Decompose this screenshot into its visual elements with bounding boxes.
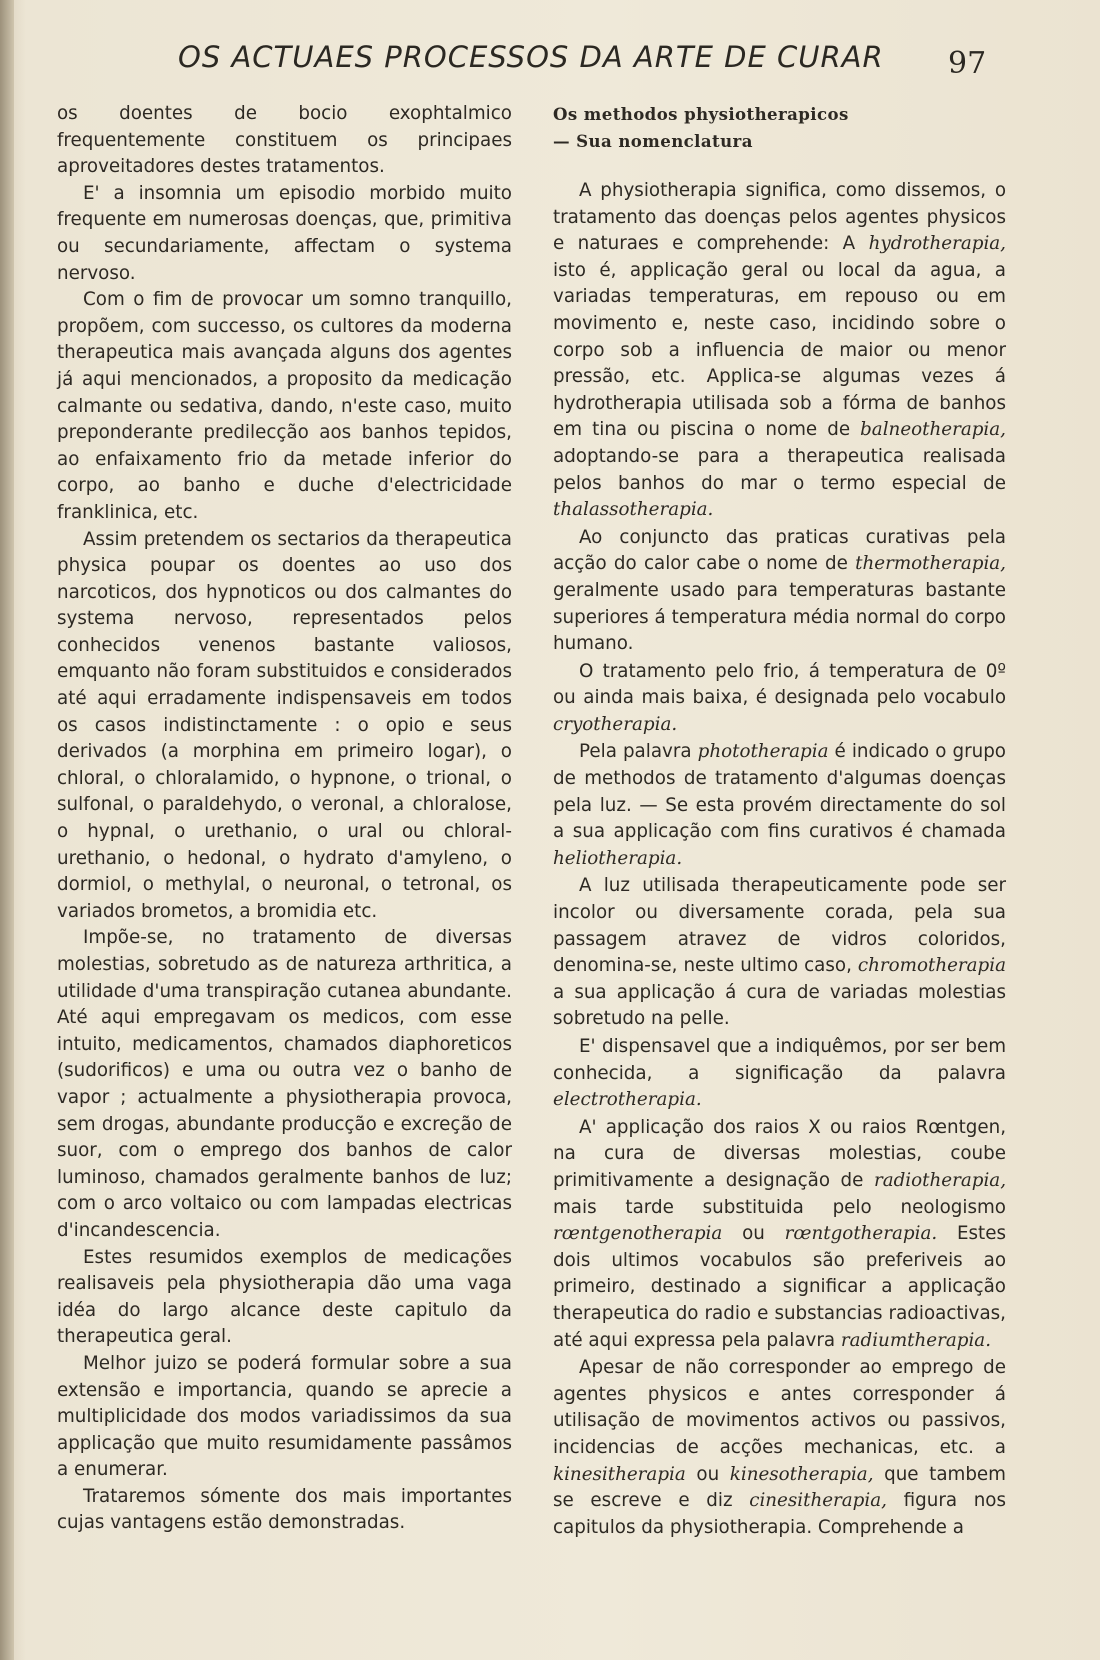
italic-term: thermotherapia, [855, 553, 1006, 575]
italic-term: radiotherapia, [873, 1169, 1006, 1191]
text-run: figura nos capitulos da physiotherapia. Comprehende a [553, 1490, 1006, 1538]
paragraph [553, 1034, 1006, 1114]
italic-term: phototherapia [697, 741, 829, 763]
text-run: Estes dois ultimos vocabulos são preferiveis ao primeiro, destinado a significar a applicação therapeutica do radio e substancias radioactivas, até aqui expressa pela palavra [553, 1223, 1006, 1351]
italic-term: rœntgenotherapia [553, 1223, 723, 1245]
italic-term: hydrotherapia, [868, 233, 1006, 255]
text-run: mais tarde substituida pelo neologismo [553, 1196, 1006, 1218]
paragraph [553, 178, 1006, 524]
italic-term: thalassotherapia. [553, 499, 714, 521]
text-run: A luz utilisada therapeuticamente pode ser incolor ou diversamente corada, pela sua passagem atravez de vidros coloridos, denomina-se, neste ultimo caso, [553, 875, 1006, 977]
text-run: ou [685, 1463, 730, 1485]
paragraph [553, 873, 1006, 1033]
paragraph [553, 1115, 1006, 1354]
paragraph: os doentes de bocio exophtalmico frequentemente constituem os principaes aproveitadores destes tratamentos. [57, 103, 512, 178]
paragraph: Trataremos sómente dos mais importantes cujas vantagens estão demonstradas. [57, 1485, 512, 1534]
paragraph: Melhor juizo se poderá formular sobre a sua extensão e importancia, quando se aprecie a multiplicidade dos modos variadissimos da sua applicação que muito resumidamente passâmos a enumerar. [57, 1352, 512, 1481]
text-run: é indicado o grupo de methodos de tratamento d'algumas doenças pela luz. — Se esta provém directamente do sol a sua applicação com fins curativos é chamada [553, 741, 1006, 843]
italic-term: kinesotherapia, [729, 1463, 874, 1485]
italic-term: chromotherapia [857, 955, 1006, 977]
text-run: a sua applicação á cura de variadas molestias sobretudo na pelle. [553, 981, 1006, 1030]
italic-term: kinesitherapia [553, 1463, 686, 1485]
text-run: isto é, applicação geral ou local da agua, a variadas temperaturas, em repouso ou em movimento e, neste caso, incidindo sobre o corpo sob a influencia de maior ou menor pressão, etc. Applica-se algumas vezes á hydrotherapia utilisada sob a fórma de banhos em tina ou piscina o nome de [553, 259, 1006, 441]
paragraph: Assim pretendem os sectarios da therapeutica physica poupar os doentes ao uso dos narcoticos, dos hypnoticos ou dos calmantes do systema nervoso, representados pelos conhecidos venenos bastante valiosos, emquanto não foram substituidos e considerados até aqui erradamente indispensaveis em todos os casos indistinctamente : o opio e seus derivados (a morphina em primeiro logar), o chloral, o chloralamido, o hypnone, o trional, o sulfonal, o paraldehydo, o veronal, a chloralose, o hypnal, o urethanio, o ural ou chloral-urethanio, o hedonal, o hydrato d'amyleno, o dormiol, o methylal, o neuronal, o tetronal, os variados brometos, a bromidia etc. [57, 528, 512, 922]
italic-term: cryotherapia. [553, 713, 678, 735]
paragraph [553, 659, 1006, 739]
italic-term: radiumtherapia. [840, 1329, 992, 1351]
paragraph [553, 525, 1006, 658]
section-heading [553, 101, 1006, 154]
right-text-column [553, 101, 1006, 1541]
paragraph: Impõe-se, no tratamento de diversas molestias, sobretudo as de natureza arthritica, a utilidade d'uma transpiração cutanea abundante. Até aqui empregavam os medicos, com esse intuito, medicamentos, chamados diaphoreticos (sudorificos) e uma ou outra vez o banho de vapor ; actualmente a physiotherapia provoca, sem drogas, abundante producção e excreção de suor, com o emprego dos banhos de calor luminoso, chamados geralmente banhos de luz; com o arco voltaico ou com lampadas electricas d'incandescencia. [57, 927, 512, 1241]
text-run: A' applicação dos raios X ou raios Rœntgen, na cura de diversas molestias, coube primitivamente a designação de [553, 1116, 1006, 1191]
running-head: OS ACTUAES PROCESSOS DA ARTE DE CURAR [178, 40, 884, 74]
text-run: A physiotherapia significa, como dissemos, o tratamento das doenças pelos agentes physicos e naturaes e comprehende: A [553, 180, 1006, 255]
left-text-column [57, 101, 512, 1537]
paragraph [553, 739, 1006, 872]
paragraph: Com o fim de provocar um somno tranquillo, propõem, com successo, os cultores da moderna therapeutica mais avançada alguns dos agentes já aqui mencionados, a proposito da medicação calmante ou sedativa, dando, n'este caso, muito preponderante predilecção aos banhos tepidos, ao enfaixamento frio da metade inferior do corpo, ao banho e duche d'electricidade franklinica, etc. [57, 289, 512, 523]
text-run: O tratamento pelo frio, á temperatura de 0º ou ainda mais baixa, é designada pelo vocabulo [553, 660, 1006, 709]
text-run: Apesar de não corresponder ao emprego de agentes physicos e antes corresponder á utilisação de movimentos activos ou passivos, incidencias de acções mechanicas, etc. a [553, 1357, 1006, 1458]
paragraph: E' a insomnia um episodio morbido muito frequente em numerosas doenças, que, primitiva ou secundariamente, affectam o systema nervoso. [57, 182, 512, 284]
italic-term: heliotherapia. [553, 847, 683, 869]
paragraph [553, 1355, 1006, 1541]
paragraph: Estes resumidos exemplos de medicações realisaveis pela physiotherapia dão uma vaga idéa do largo alcance deste capitulo da therapeutica geral. [57, 1246, 512, 1348]
italic-term: cinesitherapia, [749, 1490, 887, 1512]
text-run: geralmente usado para temperaturas bastante superiores á temperatura média normal do corpo humano. [553, 579, 1006, 655]
page-number: 97 [948, 46, 987, 81]
italic-term: balneotherapia, [860, 419, 1006, 441]
text-run: adoptando-se para a therapeutica realisada pelos banhos do mar o termo especial de [553, 445, 1006, 494]
section-heading-line: — Sua nomenclatura [553, 131, 753, 151]
text-run: ou [722, 1223, 785, 1245]
italic-term: electrotherapia. [553, 1089, 702, 1111]
binding-gutter-shadow [0, 0, 14, 1660]
section-heading-line: Os methodos physiotherapicos [553, 104, 849, 124]
text-run: Pela palavra [579, 741, 698, 763]
text-run: Ao conjuncto das praticas curativas pela acção do calor cabe o nome de [553, 526, 1006, 575]
text-run: E' dispensavel que a indiquêmos, por ser bem conhecida, a significação da palavra [553, 1036, 1006, 1084]
italic-term: rœntgotherapia. [784, 1223, 938, 1245]
text-run: que tambem se escreve e diz [553, 1463, 1006, 1512]
